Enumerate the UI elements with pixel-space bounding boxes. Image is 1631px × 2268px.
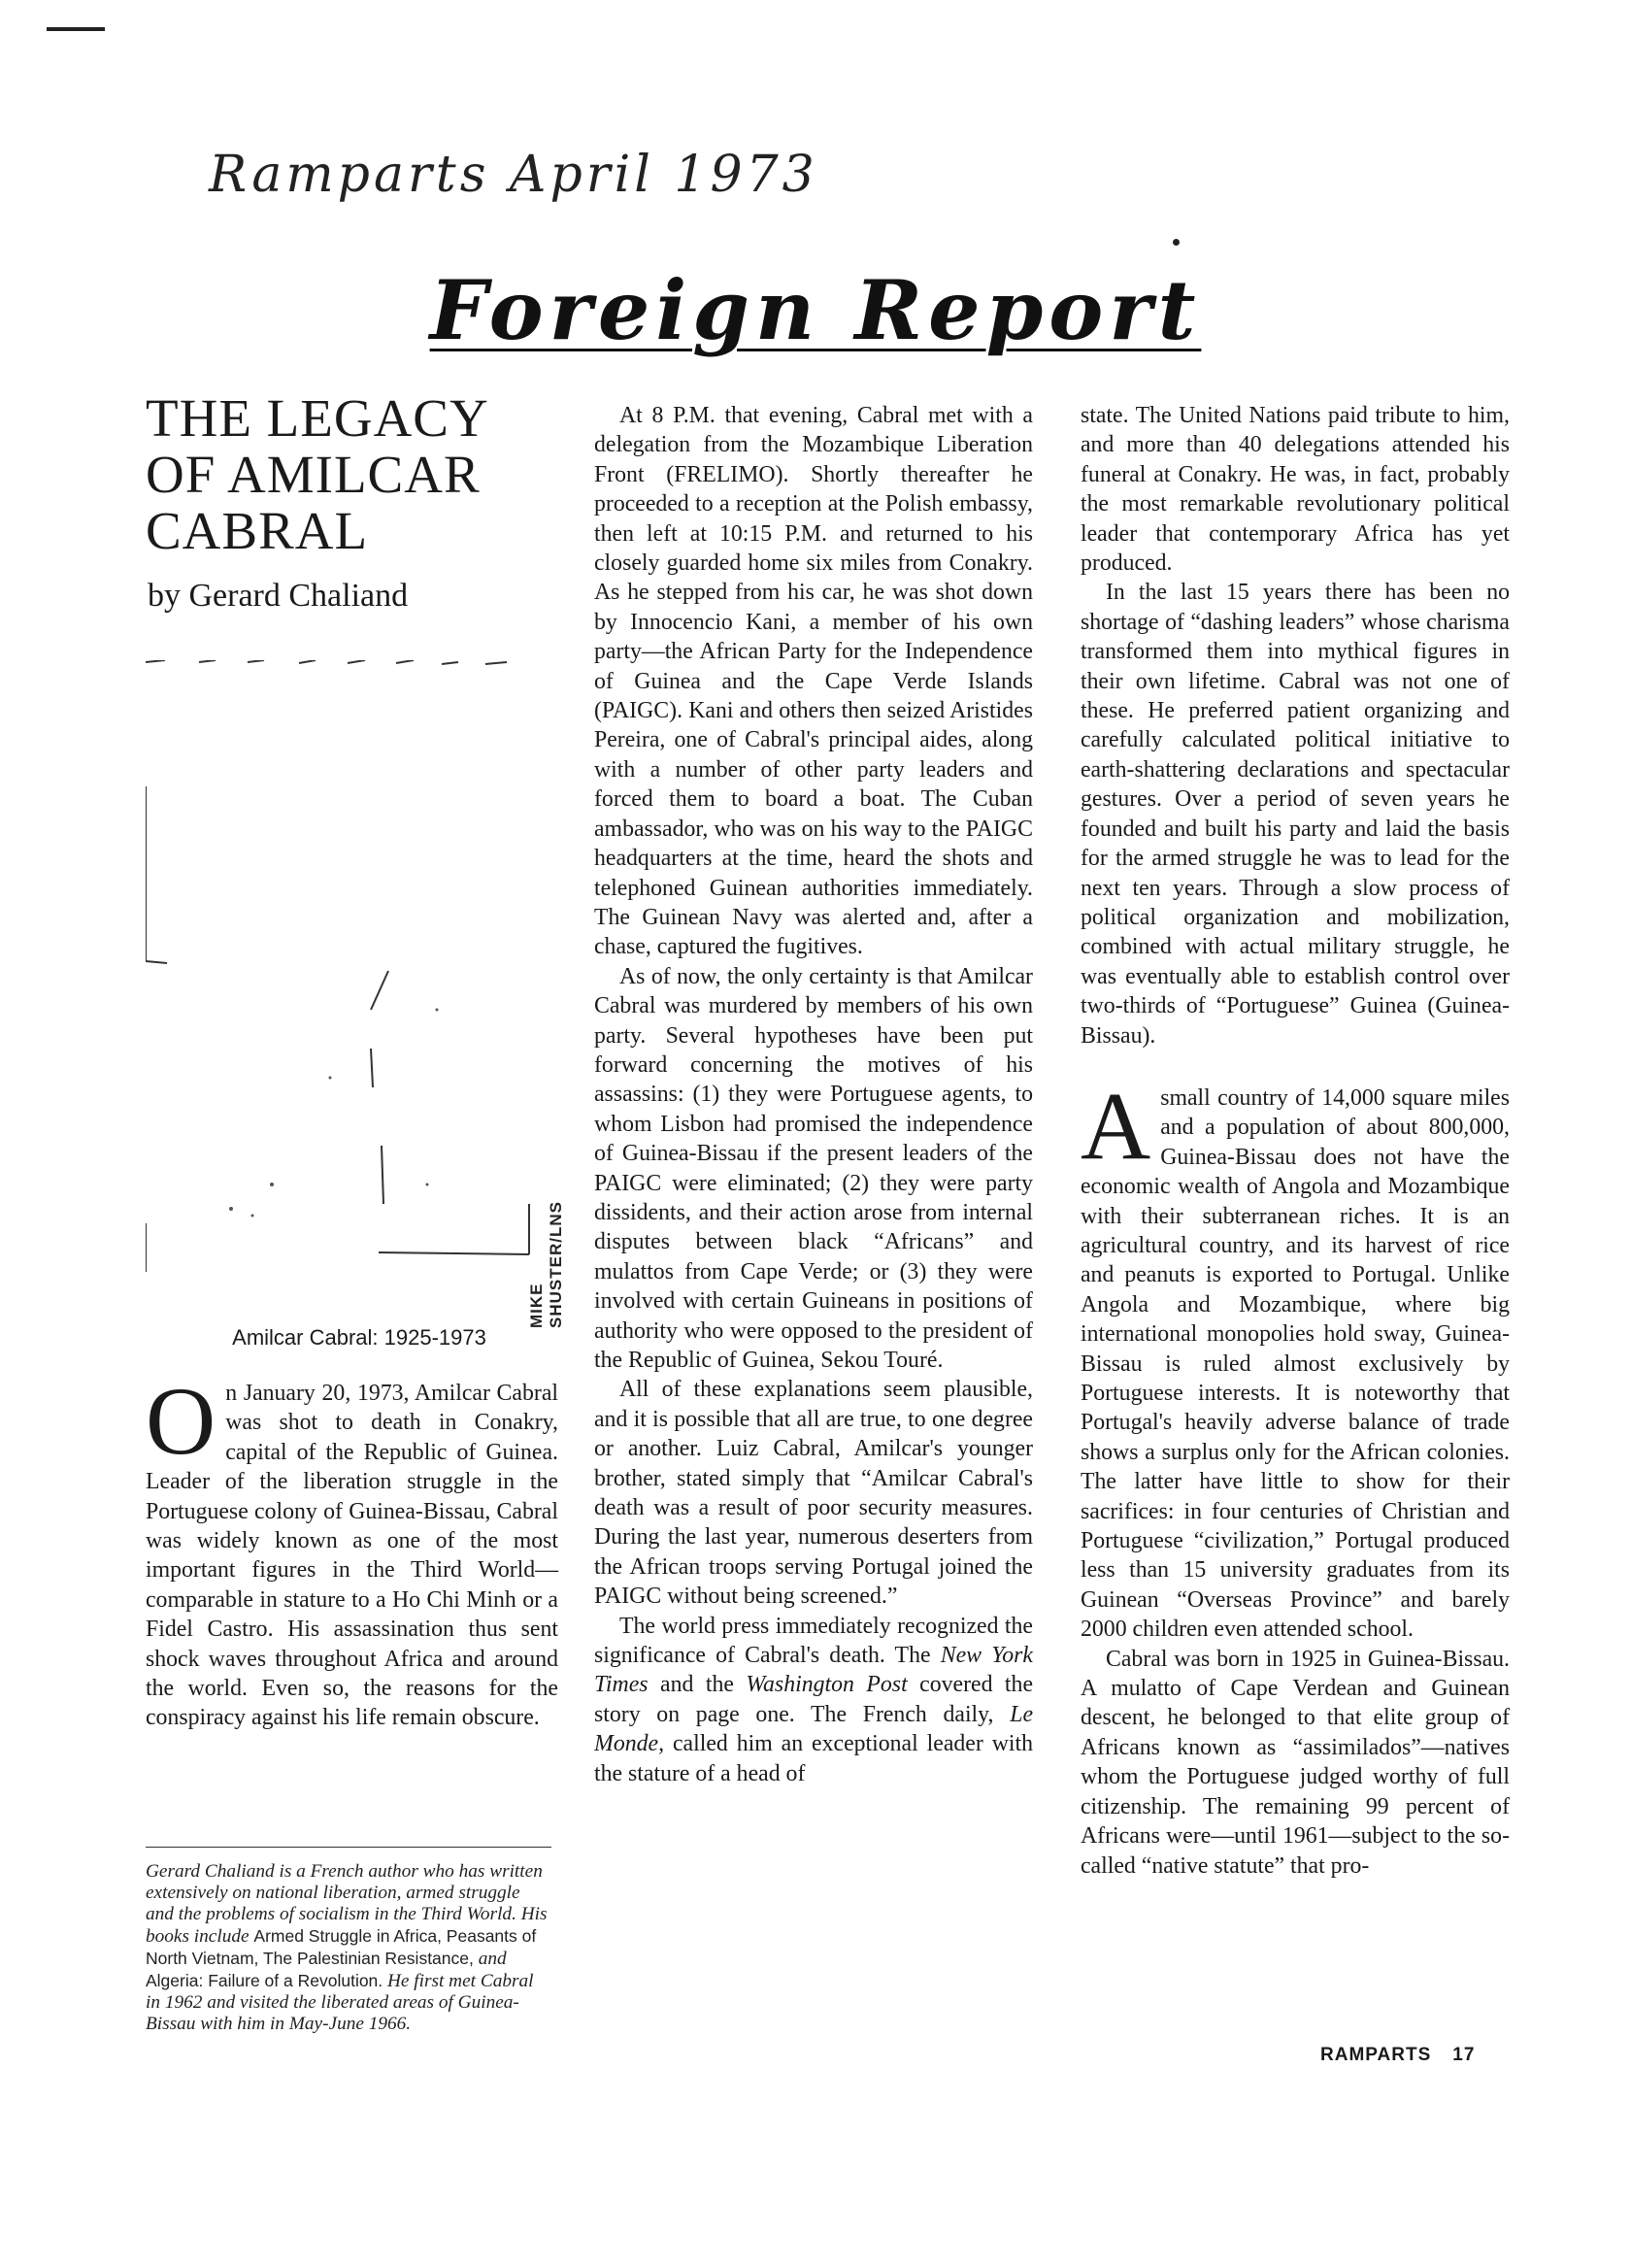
middle-column [594, 401, 1033, 1788]
newspaper-name: Washington Post [746, 1672, 908, 1698]
author-bio [146, 1847, 551, 2035]
page-number: 17 [1452, 2045, 1476, 2065]
paragraph [1081, 1071, 1510, 1645]
drop-cap: O [146, 1367, 216, 1475]
bio-text-2: He first met Cabral in 1962 and visited the liberated areas of Guinea-Bissau with him in May-June 1966. [146, 1971, 534, 2034]
photo-caption: Amilcar Cabral: 1925-1973 [232, 1325, 486, 1350]
paragraph [594, 1612, 1033, 1788]
paragraph: At 8 P.M. that evening, Cabral met with a delegation from the Mozambique Liberation Front (FRELIMO). Shortly thereafter he proceeded to a reception at the Polish embassy, then left at 10:15 P.M. and returned to his closely guarded home six miles from Conakry. As he stepped from his car, he was shot down by Innocencio Kani, a member of his own party—the African Party for the Independence of Guinea and the Cape Verde Islands (PAIGC). Kani and others then seized Aristides Pereira, one of Cabral's principal aides, along with a number of other party leaders and forced them to board a boat. The Cuban ambassador, who was on his way to the PAIGC headquarters at the time, heard the shots and telephoned Guinean authorities immediately. The Guinean Navy was alerted and, after a chase, captured the fugitives. [594, 403, 1033, 960]
portrait-photo [146, 660, 553, 1320]
paragraph: As of now, the only certainty is that Amilcar Cabral was murdered by members of his own party. Several hypotheses have been put forward concerning the motives of his assassins: (1) they were Portuguese agents, to whom Lisbon had promised the independence of Guinea-Bissau if the present leaders of the PAIGC were eliminated; (2) they were party dissidents, and their action arose from internal disputes between black “Africans” and mulattos from Cape Verde; or (3) they were involved with certain Guineans in positions of authority who were opposed to the president of the Republic of Guinea, Sekou Touré. [594, 963, 1033, 1373]
lead-text: n January 20, 1973, Amilcar Cabral was shot to death in Conakry, capital of the Republic of Guinea. Leader of the liberation struggle in the Portuguese colony of Guinea-Bissau, Cabral was widely known as one of the most important figures in the Third World—comparable in stature to a Ho Chi Minh or a Fidel Castro. His assassination thus sent shock waves throughout Africa and around the world. Even so, the reasons for the conspiracy against his life remain obscure. [146, 1381, 558, 1731]
lead-paragraph [146, 1367, 558, 1733]
newspaper-name: Le Monde, [594, 1701, 1034, 1757]
paragraph: Cabral was born in 1925 in Guinea-Bissau. A mulatto of Cape Verdean and Guinean descent, he belonged to that elite group of Africans known as “assimilados”—natives whom the Portuguese judged worthy of full citizenship. The remaining 99 percent of Africans were—until 1961—subject to the so-called “native statute” that pro- [1081, 1646, 1510, 1879]
title-line: CABRAL [146, 501, 369, 560]
title-line: THE LEGACY [146, 388, 489, 448]
photo-credit: MIKE SHUSTER/LNS [527, 1201, 565, 1328]
text-run: called him an exceptional leader with the stature of a head of [594, 1731, 1034, 1786]
paragraph: In the last 15 years there has been no shortage of “dashing leaders” whose charisma transformed them into mythical figures in their own lifetime. Cabral was not one of these. He preferred patient organizing and carefully calculated political initiative to earth-shattering declarations and spectacular gestures. Over a period of seven years he founded and built his party and laid the basis for the armed struggle he was to lead for the next ten years. Through a slow process of political organization and mobilization, combined with actual military struggle, he was eventually able to establish control over two-thirds of “Portuguese” Guinea (Guinea-Bissau). [1081, 580, 1510, 1049]
drop-cap: A [1081, 1071, 1151, 1180]
lead-column [146, 1367, 558, 1733]
byline: by Gerard Chaliand [148, 578, 409, 614]
text-run: and the [660, 1672, 734, 1698]
title-line: OF AMILCAR [146, 445, 481, 504]
text-run: The world press immediately recognized the significance of Cabral's death. The [594, 1613, 1033, 1669]
handwritten-annotation: Ramparts April 1973 [209, 146, 818, 204]
right-column [1081, 401, 1510, 1881]
paragraph: state. The United Nations paid tribute to him, and more than 40 delegations attended his funeral at Conakry. He was, in fact, probably the most remarkable revolutionary political leader that contemporary Africa has yet produced. [1081, 403, 1510, 577]
text-run: covered the story on page one. The French daily, [594, 1672, 1033, 1727]
bio-books: Armed Struggle in Africa, Peasants of North Vietnam, The Palestinian Resistance, [146, 1926, 537, 1968]
bio-book-last: Algeria: Failure of a Revolution. [146, 1971, 383, 1990]
scan-mark [47, 27, 105, 31]
section-masthead: Foreign Report [429, 262, 1202, 358]
bio-and: and [478, 1949, 507, 1969]
paragraph: All of these explanations seem plausible, and it is possible that all are true, to one degree or another. Luiz Cabral, Amilcar's younger brother, stated simply that “Amilcar Cabral's death was a result of poor security measures. During the last year, numerous deserters from the African troops serving Portugal joined the PAIGC without being screened.” [594, 1377, 1033, 1610]
newspaper-name: New York Times [594, 1643, 1033, 1698]
page-footer [1320, 2045, 1475, 2066]
text-run: small country of 14,000 square miles and a population of about 800,000, Guinea-Bissau does not have the economic wealth of Angola and Mozambique with their subterranean riches. It is an agricultural country, and its harvest of rice and peanuts is exported to Portugal. Unlike Angola and Mozambique, where big international monopolies hold sway, Guinea-Bissau is ruled almost exclusively by Portuguese interests. It is noteworthy that Portugal's heavily adverse balance of trade shows a surplus only for the African colonies. The latter have little to show for their sacrifices: in four centuries of Christian and Portuguese “civilization,” Portugal produced less than 15 university graduates from its Guinean “Overseas Province” and barely 2000 children even attended school. [1081, 1084, 1510, 1643]
scan-dot [1173, 239, 1180, 246]
magazine-name: RAMPARTS [1320, 2045, 1432, 2065]
bio-text: Gerard Chaliand is a French author who has written extensively on national liberation, armed struggle and the problems of socialism in the Third World. His books include [146, 1861, 548, 1947]
article-title [146, 390, 553, 559]
